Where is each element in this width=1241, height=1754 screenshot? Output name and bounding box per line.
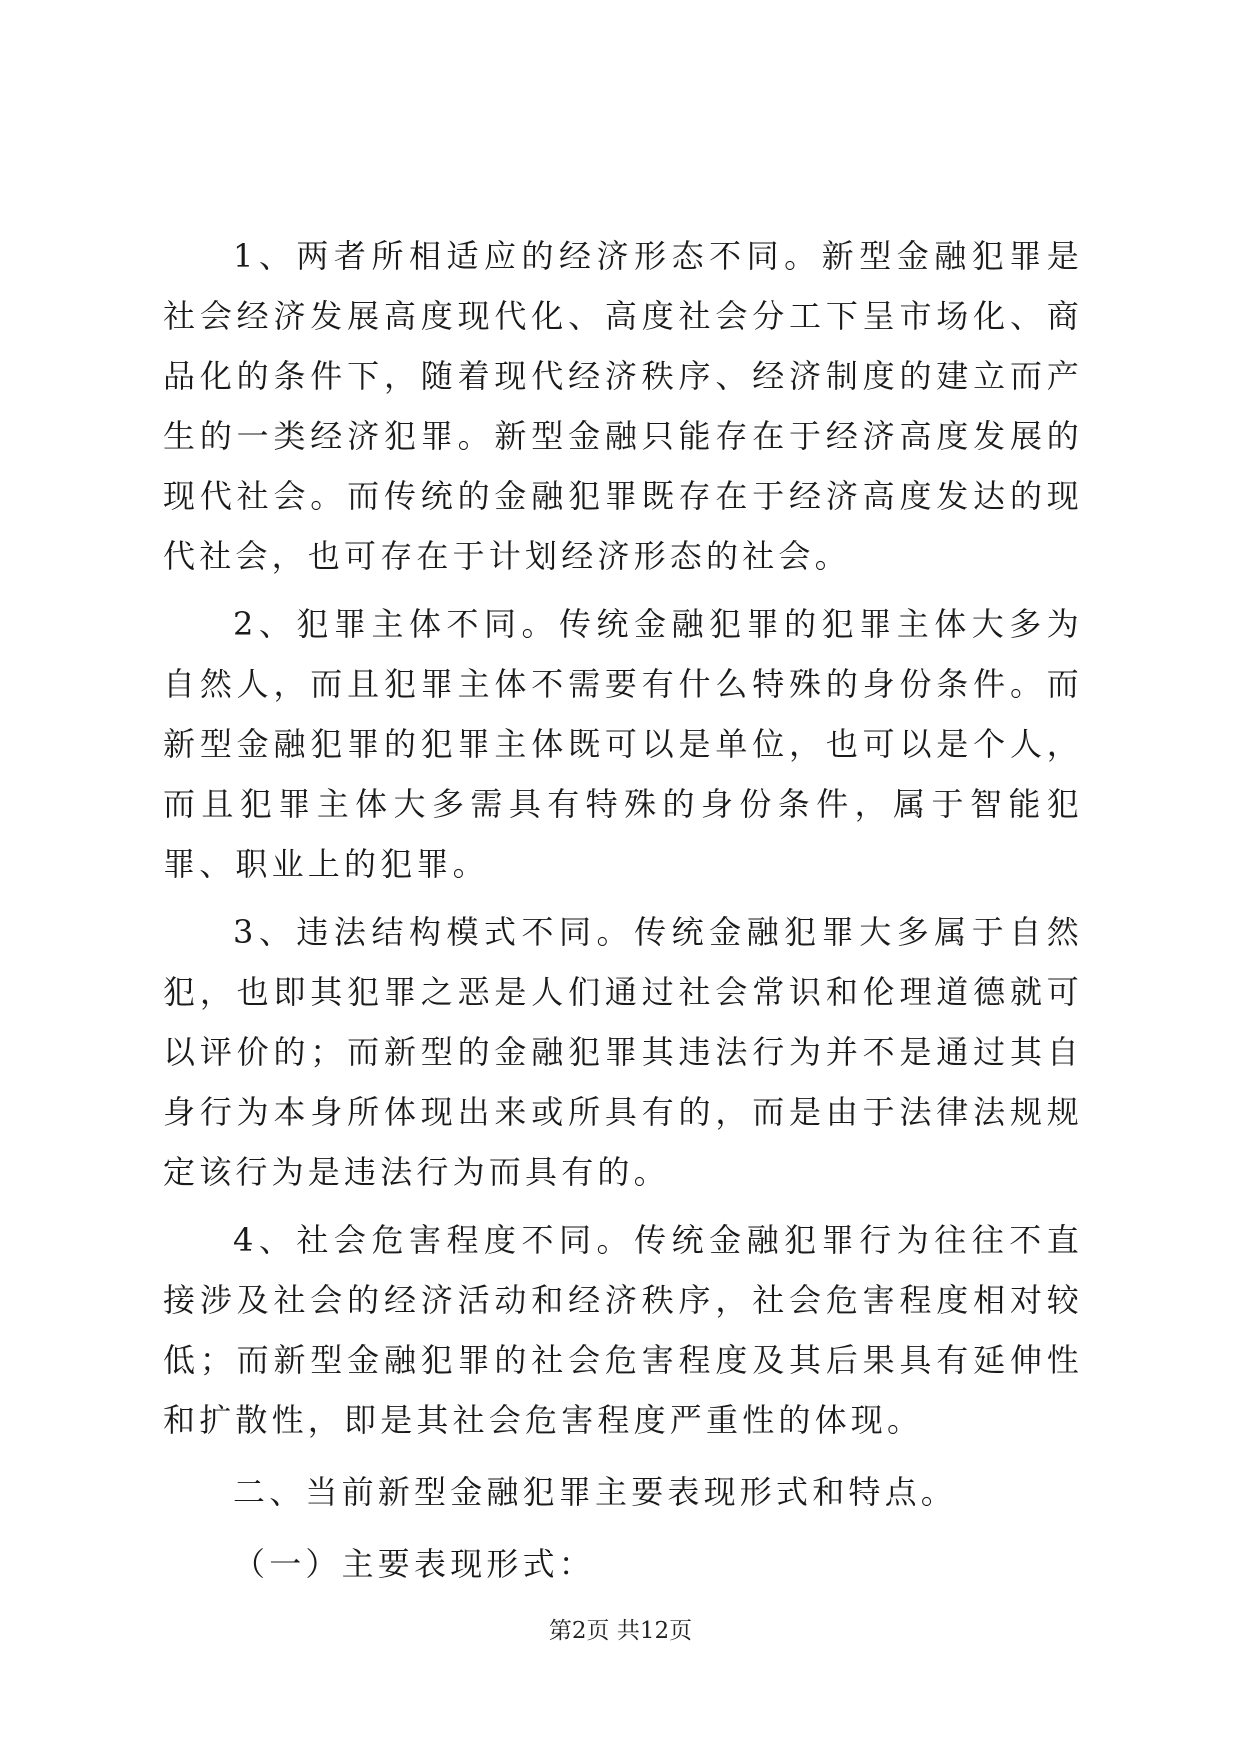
paragraph-2: 2、犯罪主体不同。传统金融犯罪的犯罪主体大多为自然人，而且犯罪主体不需要有什么特殊的身份条件。而新型金融犯罪的犯罪主体既可以是单位，也可以是个人，而且犯罪主体大多需具有特殊的身份条件，属于智能犯罪、职业上的犯罪。 [163,605,1083,883]
page-number-footer: 第2页 共12页 [548,1618,693,1644]
paragraph-4: 4、社会危害程度不同。传统金融犯罪行为往往不直接涉及社会的经济活动和经济秩序，社会危害程度相对较低；而新型金融犯罪的社会危害程度及其后果具有延伸性和扩散性，即是其社会危害程度严重性的体现。 [163,1221,1083,1439]
paragraph-1: 1、两者所相适应的经济形态不同。新型金融犯罪是社会经济发展高度现代化、高度社会分工下呈市场化、商品化的条件下，随着现代经济秩序、经济制度的建立而产生的一类经济犯罪。新型金融只能存在于经济高度发展的现代社会。而传统的金融犯罪既存在于经济高度发达的现代社会，也可存在于计划经济形态的社会。 [163,237,1083,575]
section-heading: 二、当前新型金融犯罪主要表现形式和特点。 [233,1473,958,1511]
document-body [163,226,1083,1594]
paragraph-3: 3、违法结构模式不同。传统金融犯罪大多属于自然犯，也即其犯罪之恶是人们通过社会常识和伦理道德就可以评价的；而新型的金融犯罪其违法行为并不是通过其自身行为本身所体现出来或所具有的，而是由于法律法规规定该行为是违法行为而具有的。 [163,913,1083,1191]
subsection-heading: （一）主要表现形式： [233,1545,596,1583]
